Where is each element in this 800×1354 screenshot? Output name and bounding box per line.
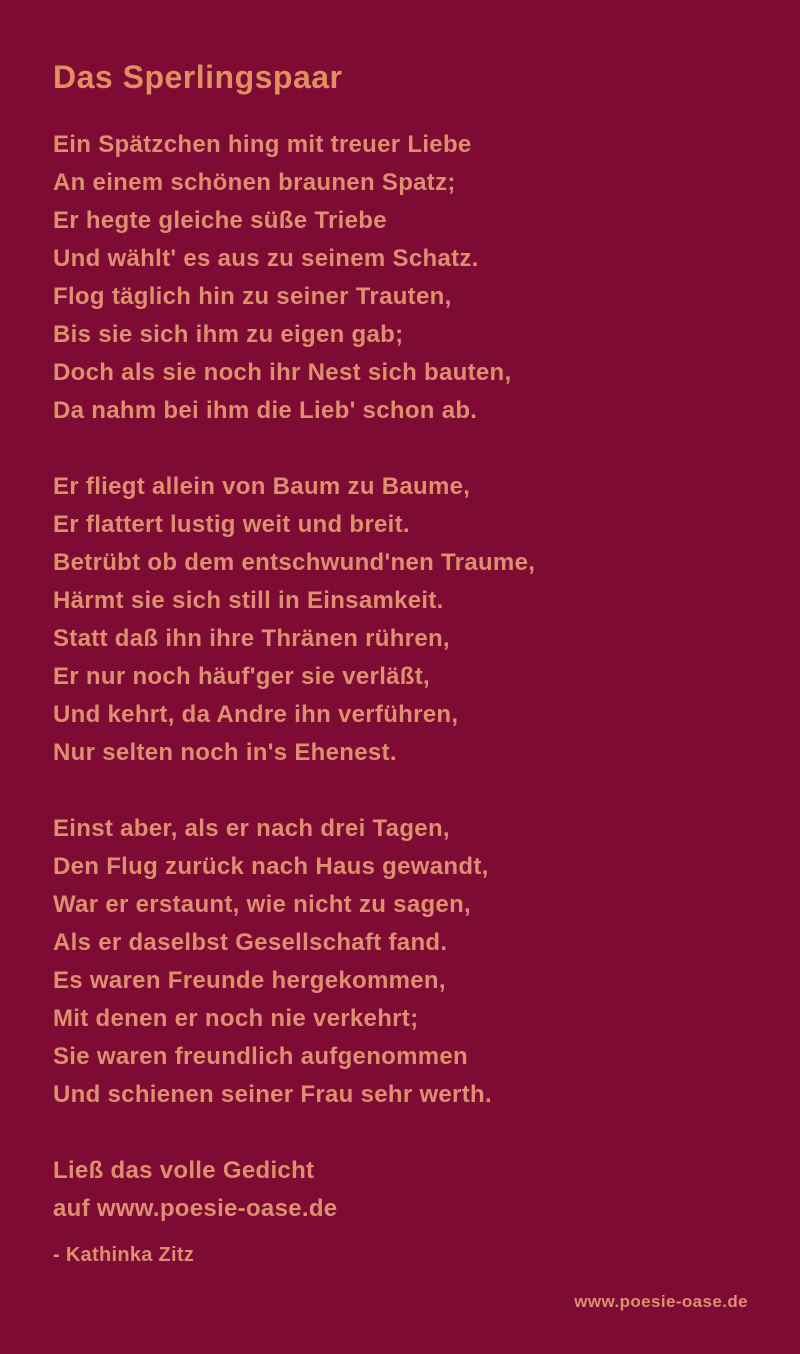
poem-line: War er erstaunt, wie nicht zu sagen,	[53, 891, 472, 918]
poem-line: Da nahm bei ihm die Lieb' schon ab.	[53, 397, 478, 424]
poem-line: Er flattert lustig weit und breit.	[53, 511, 410, 538]
poem-line: Als er daselbst Gesellschaft fand.	[53, 929, 448, 956]
stanza-2	[53, 468, 760, 772]
read-full-poem-cta	[53, 1152, 760, 1228]
poem-line: Es waren Freunde hergekommen,	[53, 967, 446, 994]
cta-line: auf www.poesie-oase.de	[53, 1195, 338, 1222]
poem-line: Flog täglich hin zu seiner Trauten,	[53, 283, 452, 310]
poem-line: Ein Spätzchen hing mit treuer Liebe	[53, 131, 472, 158]
poem-line: Und schienen seiner Frau sehr werth.	[53, 1081, 492, 1108]
site-watermark: www.poesie-oase.de	[574, 1292, 748, 1311]
poem-line: Er nur noch häuf'ger sie verläßt,	[53, 663, 431, 690]
poem-line: Doch als sie noch ihr Nest sich bauten,	[53, 359, 512, 386]
poem-line: Er hegte gleiche süße Triebe	[53, 207, 387, 234]
poem-line: Statt daß ihn ihre Thränen rühren,	[53, 625, 450, 652]
poem-line: Betrübt ob dem entschwund'nen Traume,	[53, 549, 536, 576]
poem-line: Nur selten noch in's Ehenest.	[53, 739, 397, 766]
poem-line: Einst aber, als er nach drei Tagen,	[53, 815, 450, 842]
author-attribution: - Kathinka Zitz	[53, 1244, 195, 1266]
poem-line: An einem schönen braunen Spatz;	[53, 169, 456, 196]
poem-line: Bis sie sich ihm zu eigen gab;	[53, 321, 404, 348]
poem-content	[53, 58, 760, 1270]
stanza-1	[53, 126, 760, 430]
poem-line: Mit denen er noch nie verkehrt;	[53, 1005, 419, 1032]
poem-line: Er fliegt allein von Baum zu Baume,	[53, 473, 471, 500]
stanza-3	[53, 810, 760, 1114]
poem-line: Härmt sie sich still in Einsamkeit.	[53, 587, 444, 614]
poem-line: Sie waren freundlich aufgenommen	[53, 1043, 469, 1070]
cta-line: Ließ das volle Gedicht	[53, 1157, 315, 1184]
poem-line: Den Flug zurück nach Haus gewandt,	[53, 853, 489, 880]
poem-line: Und kehrt, da Andre ihn verführen,	[53, 701, 459, 728]
poem-title: Das Sperlingspaar	[53, 59, 343, 95]
poem-line: Und wählt' es aus zu seinem Schatz.	[53, 245, 479, 272]
